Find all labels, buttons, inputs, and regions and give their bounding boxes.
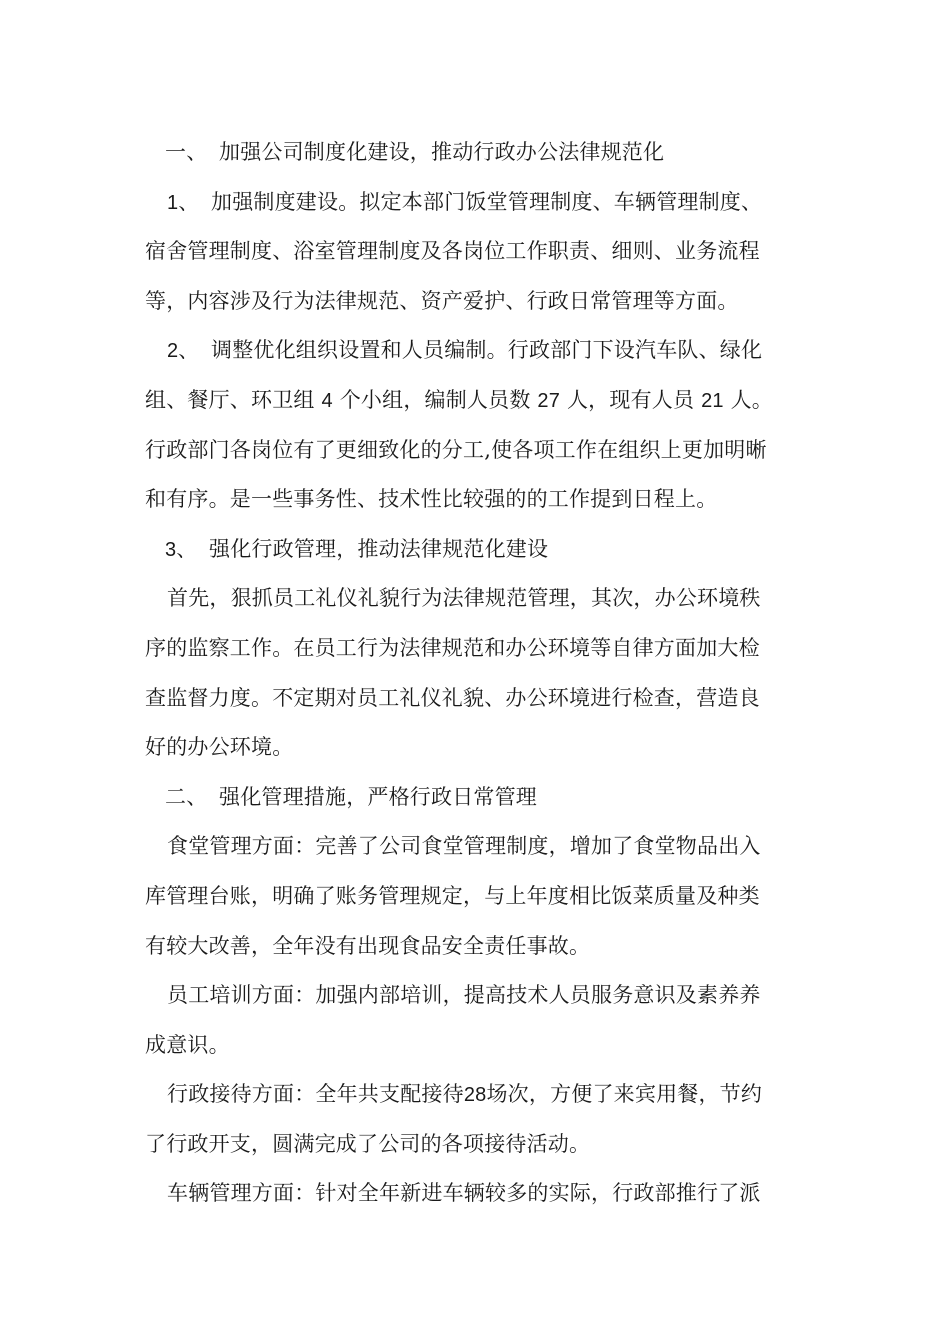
- text-run: 人，现有人员: [566, 387, 695, 412]
- number-run: 21: [701, 389, 724, 412]
- item-2-line-2: [145, 376, 810, 426]
- section-heading-2: [145, 773, 810, 823]
- number-run: 27: [537, 389, 561, 412]
- section-heading-1: [145, 128, 810, 178]
- item-1-line-1: [145, 178, 810, 228]
- item-2-line-3: 行政部门各岗位有了更细致化的分工,使各项工作在组织上更加明晰: [145, 437, 767, 462]
- para-training-line-2: 成意识。: [145, 1032, 230, 1057]
- section-title: 加强公司制度化建设，推动行政办公法律规范化: [219, 140, 665, 164]
- text-run: 行政接待方面：全年共支配接待: [167, 1082, 464, 1107]
- item-3-heading: [145, 525, 810, 575]
- item-title: 强化行政管理，推动法律规范化建设: [209, 536, 549, 561]
- item-text: 调整优化组织设置和人员编制。行政部门下设汽车队、绿化: [211, 338, 763, 363]
- text-run: 人。: [730, 387, 774, 412]
- item-1-line-2: 宿舍管理制度、浴室管理制度及各岗位工作职责、细则、业务流程: [145, 239, 760, 264]
- document-body: [145, 128, 810, 1219]
- item-1-line-3: 等，内容涉及行为法律规范、资产爱护、行政日常管理等方面。: [145, 288, 739, 313]
- item-number: 2、: [167, 340, 199, 363]
- section-number: 二、: [165, 784, 208, 809]
- item-number: 3、: [165, 538, 197, 561]
- item-number: 1、: [167, 191, 199, 214]
- para-first-line-3: 查监督力度。不定期对员工礼仪礼貌、办公环境进行检查，营造良: [145, 685, 760, 710]
- item-2-line-1: [145, 326, 810, 376]
- text-run: 个小组，编制人员数: [339, 387, 531, 412]
- para-first-line-4: 好的办公环境。: [145, 735, 294, 760]
- para-canteen-line-1: 食堂管理方面：完善了公司食堂管理制度，增加了食堂物品出入: [167, 834, 761, 859]
- para-reception-line-2: 了行政开支，圆满完成了公司的各项接待活动。: [145, 1131, 591, 1156]
- para-canteen-line-3: 有较大改善，全年没有出现食品安全责任事故。: [145, 933, 591, 958]
- para-reception-line-1: [145, 1070, 810, 1120]
- section-number: 一、: [165, 140, 208, 164]
- para-training-line-1: 员工培训方面：加强内部培训，提高技术人员服务意识及素养养: [167, 983, 761, 1008]
- para-canteen-line-2: 库管理台账，明确了账务管理规定，与上年度相比饭菜质量及种类: [145, 883, 760, 908]
- text-run: 场次，方便了来宾用餐，节约: [486, 1082, 763, 1107]
- para-vehicle-line-1: 车辆管理方面：针对全年新进车辆较多的实际，行政部推行了派: [167, 1181, 761, 1206]
- number-run: 28: [463, 1084, 487, 1107]
- item-text: 加强制度建设。拟定本部门饭堂管理制度、车辆管理制度、: [211, 189, 763, 214]
- text-run: 组、餐厅、环卫组: [145, 387, 315, 412]
- number-run: 4: [321, 389, 333, 412]
- item-2-line-4: 和有序。是一些事务性、技术性比较强的的工作提到日程上。: [145, 487, 718, 512]
- para-first-line-1: 首先，狠抓员工礼仪礼貌行为法律规范管理，其次，办公环境秩: [167, 586, 761, 611]
- para-first-line-2: 序的监察工作。在员工行为法律规范和办公环境等自律方面加大检: [145, 635, 760, 660]
- section-title: 强化管理措施，严格行政日常管理: [219, 784, 537, 809]
